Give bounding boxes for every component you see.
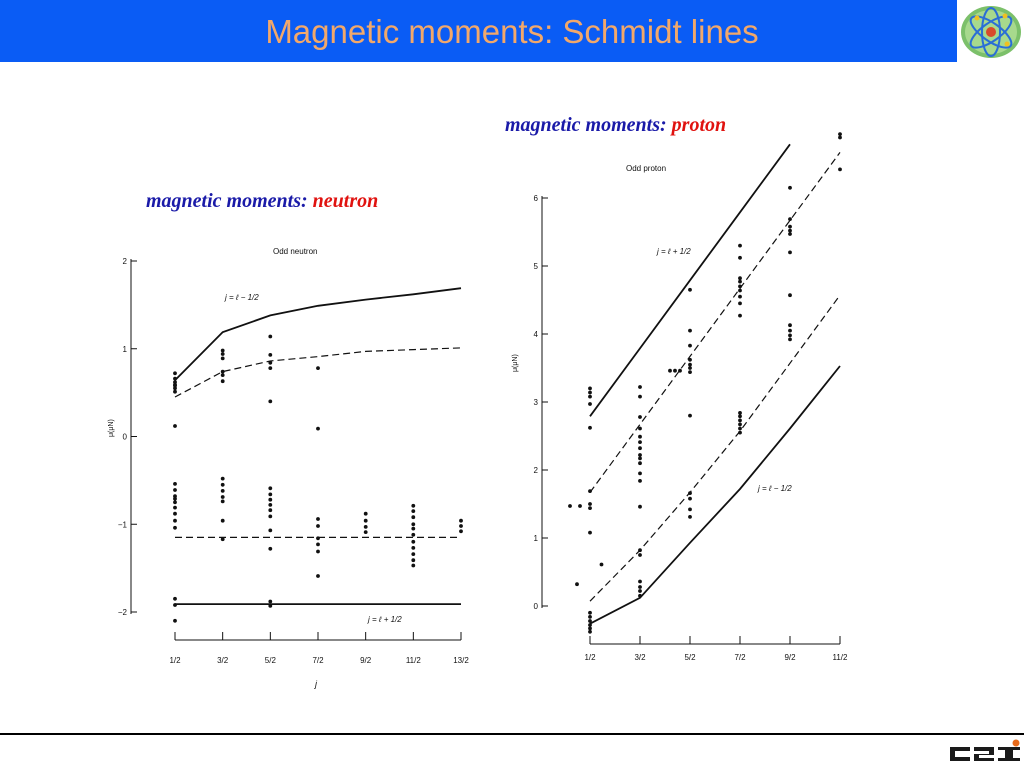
neutron-y-axis-label: μ(μN) bbox=[108, 419, 115, 437]
proton-data-point bbox=[738, 411, 742, 415]
proton-data-point bbox=[638, 548, 642, 552]
proton-data-point bbox=[588, 391, 592, 395]
proton-x-tick-label: 9/2 bbox=[784, 653, 796, 662]
gsi-logo-icon bbox=[948, 738, 1024, 766]
neutron-x-tick-label: 5/2 bbox=[264, 656, 276, 665]
proton-data-point bbox=[588, 619, 592, 623]
proton-schmidt-line-0 bbox=[590, 144, 790, 416]
neutron-x-tick-label: 9/2 bbox=[360, 656, 372, 665]
proton-data-point bbox=[688, 288, 692, 292]
proton-data-point bbox=[638, 435, 642, 439]
proton-data-point bbox=[638, 427, 642, 431]
proton-data-point bbox=[788, 251, 792, 255]
proton-data-point bbox=[638, 594, 642, 598]
proton-data-point bbox=[638, 446, 642, 450]
proton-data-point bbox=[788, 225, 792, 229]
proton-data-point bbox=[588, 502, 592, 506]
neutron-y-tick-label: 2 bbox=[122, 257, 127, 266]
proton-data-point bbox=[738, 423, 742, 427]
proton-data-point bbox=[638, 585, 642, 589]
proton-data-point bbox=[588, 611, 592, 615]
proton-data-point bbox=[638, 415, 642, 419]
proton-data-point bbox=[588, 387, 592, 391]
neutron-x-tick-label: 13/2 bbox=[453, 656, 469, 665]
proton-data-point bbox=[738, 314, 742, 318]
proton-data-point bbox=[638, 395, 642, 399]
proton-data-point bbox=[738, 427, 742, 431]
neutron-x-tick-label: 3/2 bbox=[217, 656, 229, 665]
proton-data-point bbox=[788, 217, 792, 221]
proton-x-tick-label: 1/2 bbox=[584, 653, 596, 662]
proton-data-point bbox=[788, 323, 792, 327]
proton-data-point bbox=[568, 504, 572, 508]
proton-data-point bbox=[638, 461, 642, 465]
proton-data-point bbox=[638, 472, 642, 476]
proton-data-point bbox=[738, 289, 742, 293]
proton-data-point bbox=[788, 229, 792, 233]
proton-data-point bbox=[600, 563, 604, 567]
proton-data-point bbox=[638, 385, 642, 389]
proton-data-point bbox=[738, 285, 742, 289]
neutron-panel-label bbox=[146, 190, 378, 213]
proton-data-point bbox=[668, 369, 672, 373]
proton-data-point bbox=[688, 508, 692, 512]
proton-data-point bbox=[688, 363, 692, 367]
proton-data-point bbox=[788, 186, 792, 190]
proton-chart-title: Odd proton bbox=[626, 164, 667, 173]
proton-data-point bbox=[788, 293, 792, 297]
proton-data-point bbox=[688, 497, 692, 501]
proton-label-text: magnetic moments: bbox=[505, 114, 667, 136]
proton-data-point bbox=[638, 453, 642, 457]
proton-x-tick-label: 11/2 bbox=[832, 653, 848, 662]
proton-panel-label bbox=[505, 114, 726, 137]
proton-data-point bbox=[588, 402, 592, 406]
proton-data-point bbox=[838, 168, 842, 172]
proton-data-point bbox=[688, 414, 692, 418]
neutron-label-text: magnetic moments: bbox=[146, 190, 308, 212]
proton-data-point bbox=[738, 280, 742, 284]
neutron-line-label-lower: j = ℓ + 1/2 bbox=[368, 615, 402, 624]
proton-y-tick-label: 1 bbox=[533, 534, 538, 543]
proton-data-point bbox=[588, 623, 592, 627]
proton-data-point bbox=[588, 531, 592, 535]
proton-data-point bbox=[588, 506, 592, 510]
proton-data-point bbox=[788, 338, 792, 342]
proton-data-point bbox=[738, 419, 742, 423]
neutron-label-kind: neutron bbox=[312, 190, 379, 212]
neutron-y-tick-label: 0 bbox=[122, 432, 127, 442]
proton-data-point bbox=[588, 627, 592, 631]
proton-data-point bbox=[838, 132, 842, 136]
proton-data-point bbox=[788, 232, 792, 236]
proton-data-point bbox=[688, 358, 692, 362]
proton-data-point bbox=[638, 457, 642, 461]
proton-data-point bbox=[738, 302, 742, 306]
proton-line-label-upper: j = ℓ + 1/2 bbox=[657, 247, 691, 256]
proton-data-point bbox=[588, 395, 592, 399]
proton-label-kind: proton bbox=[671, 114, 727, 136]
proton-y-tick-label: 3 bbox=[533, 398, 538, 407]
proton-y-axis-label: μ(μN) bbox=[512, 354, 519, 372]
neutron-y-tick-label: 1 bbox=[122, 344, 127, 354]
proton-data-point bbox=[688, 366, 692, 370]
proton-schmidt-line-3 bbox=[590, 366, 840, 624]
neutron-x-axis-label: j bbox=[315, 679, 317, 689]
footer-rule bbox=[0, 733, 1024, 735]
proton-data-point bbox=[638, 589, 642, 593]
proton-y-tick-label: 0 bbox=[533, 602, 538, 611]
proton-x-tick-label: 7/2 bbox=[734, 653, 746, 662]
neutron-y-tick-label: −1 bbox=[117, 520, 127, 530]
proton-y-tick-label: 5 bbox=[533, 262, 538, 271]
proton-data-point bbox=[588, 489, 592, 493]
proton-data-point bbox=[738, 295, 742, 299]
proton-data-point bbox=[688, 329, 692, 333]
proton-data-point bbox=[575, 582, 579, 586]
proton-data-point bbox=[688, 344, 692, 348]
proton-data-point bbox=[838, 136, 842, 140]
proton-data-point bbox=[638, 580, 642, 584]
proton-y-tick-label: 2 bbox=[533, 466, 538, 475]
proton-line-label-lower: j = ℓ − 1/2 bbox=[758, 484, 792, 493]
proton-data-point bbox=[638, 440, 642, 444]
proton-y-tick-label: 4 bbox=[533, 330, 538, 339]
proton-y-tick-label: 6 bbox=[533, 194, 538, 203]
proton-data-point bbox=[578, 504, 582, 508]
proton-data-point bbox=[788, 334, 792, 338]
proton-data-point bbox=[738, 244, 742, 248]
proton-data-point bbox=[738, 256, 742, 260]
proton-data-point bbox=[588, 615, 592, 619]
neutron-y-tick-label: −2 bbox=[117, 608, 127, 617]
proton-data-point bbox=[688, 370, 692, 374]
proton-schmidt-lines bbox=[590, 144, 840, 623]
neutron-x-tick-label: 1/2 bbox=[169, 656, 181, 665]
proton-schmidt-line-2 bbox=[590, 295, 840, 601]
proton-data-point bbox=[688, 515, 692, 519]
proton-data-point bbox=[588, 426, 592, 430]
proton-data-point bbox=[738, 431, 742, 435]
proton-data-point bbox=[638, 479, 642, 483]
proton-schmidt-line-1 bbox=[590, 152, 840, 492]
proton-data-point bbox=[738, 414, 742, 418]
neutron-line-label-upper: j = ℓ − 1/2 bbox=[225, 293, 259, 302]
neutron-x-tick-label: 7/2 bbox=[312, 656, 324, 665]
proton-data-points bbox=[568, 132, 842, 633]
proton-data-point bbox=[638, 505, 642, 509]
proton-data-point bbox=[678, 369, 682, 373]
proton-data-point bbox=[638, 553, 642, 557]
proton-data-point bbox=[788, 329, 792, 333]
proton-x-tick-label: 3/2 bbox=[634, 653, 646, 662]
proton-data-point bbox=[688, 491, 692, 495]
neutron-chart-title: Odd neutron bbox=[273, 247, 318, 256]
slide-title: Magnetic moments: Schmidt lines bbox=[265, 13, 759, 50]
proton-data-point bbox=[738, 276, 742, 280]
neutron-x-tick-label: 11/2 bbox=[405, 656, 421, 665]
proton-axes bbox=[534, 194, 848, 662]
proton-x-tick-label: 5/2 bbox=[684, 653, 696, 662]
proton-data-point bbox=[673, 369, 677, 373]
proton-data-point bbox=[588, 630, 592, 634]
